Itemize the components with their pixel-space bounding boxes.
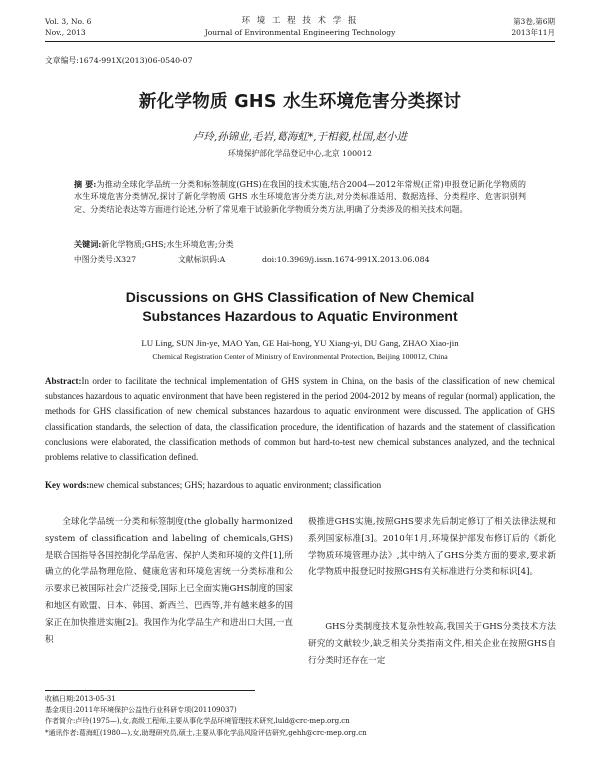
cn-abstract: [74, 178, 526, 215]
footnote-first-author: 作者简介:卢玲(1975—),女,高级工程师,主要从事化学品环境管理技术研究,luld@crc-mep.org.cn: [45, 717, 350, 726]
en-keywords: [45, 478, 555, 493]
cn-keywords-text: 新化学物质;GHS;水生环境危害;分类: [101, 239, 234, 249]
cn-keywords: [74, 238, 526, 250]
en-abstract: [45, 374, 555, 465]
header-rule: [45, 41, 555, 42]
en-title-line-1: Discussions on GHS Classification of New Chemical: [125, 289, 475, 305]
en-authors: LU Ling, SUN Jin-ye, MAO Yan, GE Hai-hong, YU Xiang-yi, DU Gang, ZHAO Xiao-jin: [141, 338, 459, 348]
doi: doi:10.3969/j.issn.1674-991X.2013.06.084: [262, 255, 430, 264]
cn-abstract-text: 为推动全球化学品统一分类和标签制度(GHS)在我国的技术实施,结合2004—2012年常规(正常)申报登记新化学物质的水生环境危害分类情况,探讨了新化学物质 GHS 水生环境危害分类方法,对分类标准适用、数据选择、分类程序、危害识别判定、分类结论表达等方面进行论述,分析了常见难于试验新化学物质分类方法,明确了分类涉及的相关技术问题。: [74, 179, 526, 214]
body-right-paragraph-1: 极推进GHS实施,按照GHS要求先后制定修订了相关法律法规和系列国家标准[3]。2010年1月,环境保护部发布修订后的《新化学物质环境管理办法》,其中纳入了GHS分类方面的要求,要求新化学物质申报登记时按照GHS有关标准进行分类和标识[4]。: [308, 517, 556, 578]
cn-affiliation: 环境保护部化学品登记中心,北京 100012: [228, 149, 372, 158]
footnote-rule: [45, 690, 255, 691]
cn-title: 新化学物质 GHS 水生环境危害分类探讨: [138, 92, 462, 112]
header-date-en: Nov., 2013: [45, 28, 86, 37]
en-keywords-text: new chemical substances; GHS; hazardous to aquatic environment; classification: [89, 480, 382, 490]
article-number: 文章编号:1674-991X(2013)06-0540-07: [45, 56, 193, 65]
cn-keywords-label: 关键词:: [74, 239, 102, 249]
body-right-paragraph-2: GHS分类制度技术复杂性较高,我国关于GHS分类技术方法研究的文献较少,缺乏相关分类指南文件,相关企业在按照GHS自行分类时还存在一定: [308, 622, 556, 666]
header-date-cn: 2013年11月: [511, 28, 555, 37]
body-left-column: 全球化学品统一分类和标签制度(the globally harmonized system of classification and labeling of chemicals,GHS)是联合国指导各国控制化学品危害、保护人类和环境的文件[1],所确立的化学品物理危险、健康危害和环境危害统一分类标准和公示要求已被国际社会广泛接受,国际上已全面实施GHS制度的国家和地区有欧盟、日本、韩国、新西兰、巴西等,并有越来越多的国家正在加快推进实施[2]。我国作为化学品生产和进出口大国,一直积: [45, 517, 293, 645]
footnote-received: 收稿日期:2013-05-31: [45, 695, 116, 703]
en-abstract-text: In order to facilitate the technical implementation of GHS system in China, on the basis of the classification of new chemical substances hazardous to aquatic environment that have been registered in the period 2004-2012 by means of regular (normal) application, the methods for GHS classification of new chemical substances hazardous to aquatic environment were discussed. The application of GHS classification standards, the selection of data, the classification procedure, the identification of hazards and the statement of classification conclusions were elaborated, the classification methods of common but hard-to-test new chemical substances analyzed, and the technical problems relative to classification defined.: [45, 376, 555, 463]
cn-authors: 卢玲,孙锦业,毛岩,葛海虹*,于相毅,杜国,赵小进: [192, 131, 408, 143]
header-issue-cn: 第3卷,第6期: [513, 17, 555, 26]
document-code: 文献标识码:A: [178, 255, 226, 264]
footnote-corresponding: *通讯作者:葛海虹(1980—),女,助理研究员,硕士,主要从事化学品风险评估研究,gehh@crc-mep.org.cn: [45, 728, 367, 737]
footnotes: [45, 694, 555, 739]
en-affiliation: Chemical Registration Center of Ministry of Environmental Protection, Beijing 100012, China: [152, 352, 448, 361]
en-abstract-label: Abstract:: [45, 376, 82, 386]
header-volume: Vol. 3, No. 6: [45, 17, 92, 26]
cn-abstract-label: 摘 要:: [74, 179, 97, 189]
header-journal-en: Journal of Environmental Engineering Technology: [204, 28, 396, 37]
en-keywords-label: Key words:: [45, 480, 90, 490]
footnote-fund: 基金项目:2011年环境保护公益性行业科研专项(201109037): [45, 706, 237, 715]
clc-number: 中图分类号:X327: [74, 255, 137, 264]
header-journal-cn: 环 境 工 程 技 术 学 报: [241, 16, 359, 26]
en-title-line-2: Substances Hazardous to Aquatic Environment: [142, 308, 458, 324]
